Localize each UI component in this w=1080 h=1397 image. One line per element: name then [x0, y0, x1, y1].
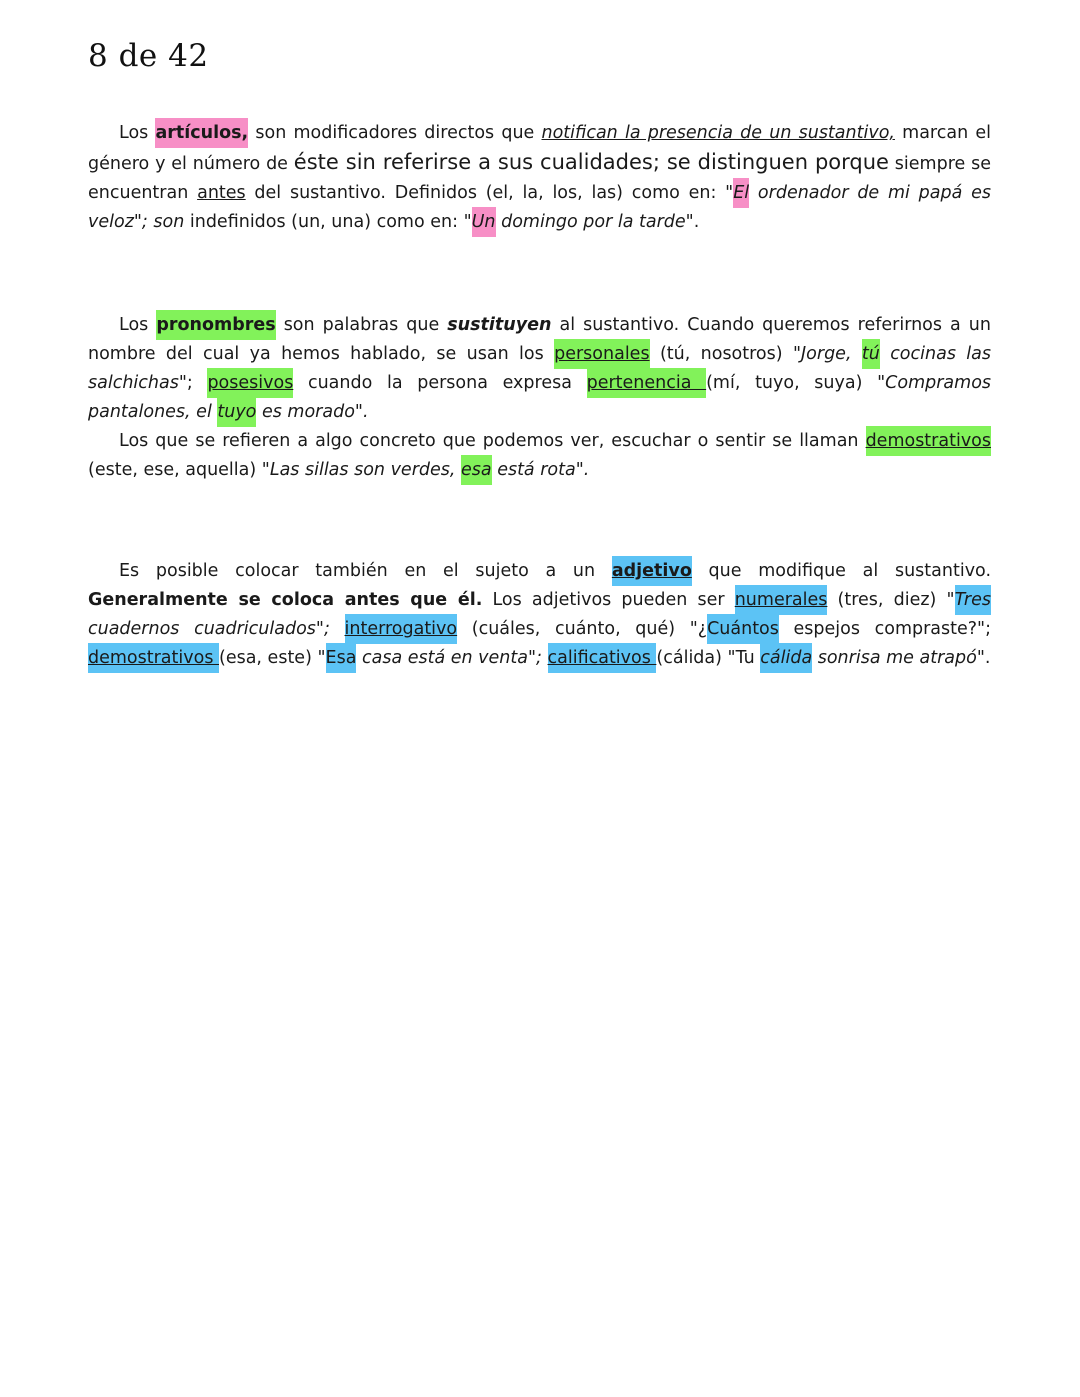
example-text: es morado". [256, 402, 369, 422]
bold-statement: Generalmente se coloca antes que él. [88, 590, 483, 610]
example-text: Las sillas son verdes, [269, 460, 462, 480]
text: (tres, diez) " [827, 590, 955, 610]
term-interrogativo: interrogativo [345, 614, 458, 644]
text: Los [119, 315, 157, 335]
paragraph-pronombres [88, 311, 991, 485]
example-esa: esa [461, 455, 492, 485]
term-sustituyen: sustituyen [447, 315, 552, 335]
term-antes: antes [197, 183, 246, 203]
paragraph-articulos [88, 119, 991, 237]
term-pronombres: pronombres [156, 310, 275, 340]
page-number: 8 de 42 [88, 38, 209, 74]
example-text: casa está en venta"; [356, 648, 548, 668]
term-demostrativos: demostrativos [866, 426, 991, 456]
example-el: El [733, 178, 749, 208]
text: siempre se encuentran [88, 154, 991, 203]
example-cuantos: Cuántos [707, 614, 779, 644]
text: cuando la persona expresa [293, 373, 587, 393]
term-posesivos: posesivos [207, 368, 293, 398]
text-large: éste sin referirse a sus cualidades; se distinguen porque [293, 150, 889, 174]
paragraph-adjetivo [88, 557, 991, 673]
term-demostrativos: demostrativos [88, 643, 219, 673]
term-numerales: numerales [735, 585, 828, 615]
text: "; [178, 373, 208, 393]
term-calificativos: calificativos [548, 643, 657, 673]
text: espejos compraste?"; [778, 619, 991, 639]
text: (esa, este) " [219, 648, 326, 668]
example-tu: tú [862, 339, 880, 369]
term-pertenencia: pertenencia [587, 368, 707, 398]
example-tres: Tres [955, 585, 991, 615]
term-personales: personales [554, 339, 649, 369]
example-esa: Esa [326, 643, 357, 673]
text: (mí, tuyo, suya) " [706, 373, 886, 393]
text: Es posible colocar también en el sujeto a un [119, 561, 612, 581]
text: (este, ese, aquella) " [88, 460, 270, 480]
text: al sustantivo. Cuando queremos referirnos a un nombre del cual ya hemos hablado, se usan los [88, 315, 991, 364]
text: ". [976, 648, 991, 668]
example-text: Jorge, [801, 344, 862, 364]
text: . [693, 212, 700, 232]
example-text: domingo por la tarde" [495, 212, 694, 232]
text: Los [119, 123, 156, 143]
phrase-notifican: notifican la presencia de un sustantivo, [541, 123, 895, 143]
text: del sustantivo. Definidos (el, la, los, las) como en: " [245, 183, 734, 203]
text: Los adjetivos pueden ser [482, 590, 735, 610]
text: (cuáles, cuánto, qué) "¿ [457, 619, 708, 639]
text: son palabras que [275, 315, 448, 335]
example-calida: cálida [760, 643, 812, 673]
example-tuyo: tuyo [217, 397, 256, 427]
example-text: cocinas las salchichas [88, 344, 991, 393]
text: son modificadores directos que [248, 123, 542, 143]
paragraph-part [88, 427, 991, 485]
text: indefinidos (un, una) como en: " [184, 212, 472, 232]
text: marcan el género y el número de [88, 123, 991, 174]
example-text: Compramos pantalones, el [88, 373, 992, 422]
example-text: sonrisa me atrapó [812, 648, 977, 668]
example-text: cuadernos cuadriculados"; [88, 619, 345, 639]
text: (tú, nosotros) " [649, 344, 801, 364]
text: Los que se refieren a algo concreto que podemos ver, escuchar o sentir se llaman [119, 431, 866, 451]
term-adjetivo: adjetivo [612, 556, 692, 586]
text: (cálida) "Tu [656, 648, 761, 668]
example-un: Un [472, 207, 496, 237]
example-text: ordenador de mi papá es veloz"; son [88, 183, 991, 232]
paragraph-part [88, 311, 991, 427]
text: que modifique al sustantivo. [691, 561, 992, 581]
term-articulos: artículos, [155, 118, 248, 148]
example-text: está rota". [491, 460, 590, 480]
